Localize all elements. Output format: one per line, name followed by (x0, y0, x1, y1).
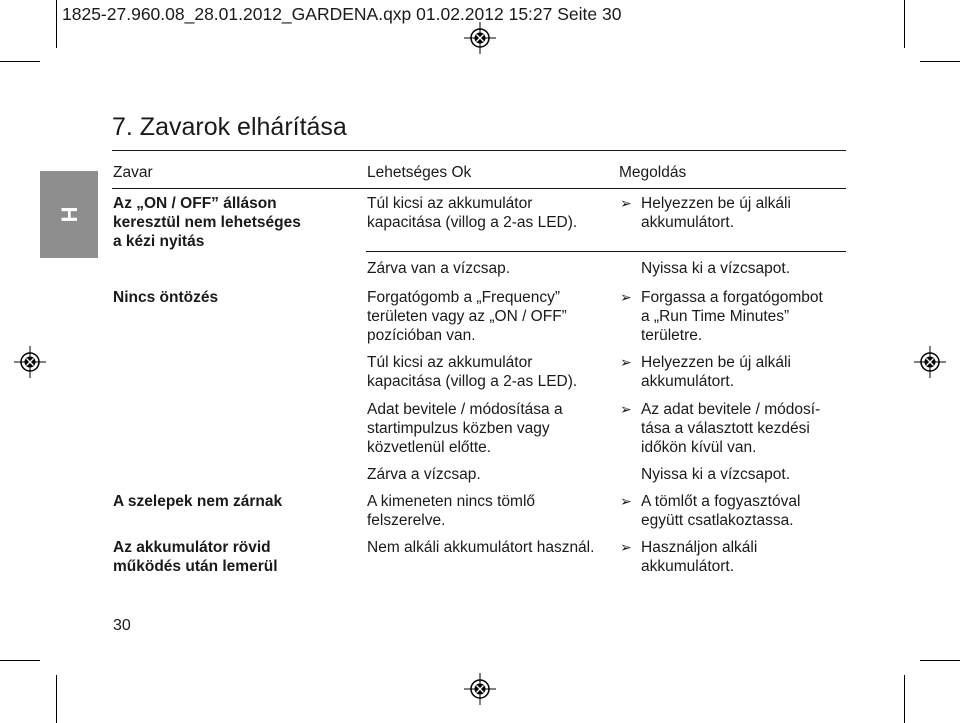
cause-cell: Nem alkáli akkumulátort használ. (367, 539, 595, 556)
cause-cell: Túl kicsi az akkumulátor kapacitása (villog a 2-as LED). (367, 195, 578, 231)
remedy-cell: Használjon alkáli akkumulátort. (641, 539, 758, 575)
registration-mark-icon (14, 346, 46, 378)
remedy-cell: Helyezzen be új alkáli akkumulátort. (641, 195, 791, 231)
remedy-cell: Helyezzen be új alkáli akkumulátort. (641, 354, 791, 390)
fault-cell: Az „ON / OFF” álláson keresztül nem lehetséges a kézi nyitás (113, 195, 301, 250)
remedy-cell: Forgassa a forgatógombot a „Run Time Minutes” területre. (641, 289, 823, 344)
remedy-cell: Nyissa ki a vízcsapot. (641, 260, 791, 277)
remedy-cell: A tömlőt a fogyasztóval együtt csatlakoztassa. (641, 493, 801, 529)
arrow-icon: ➢ (620, 354, 632, 370)
arrow-icon: ➢ (620, 195, 632, 211)
col-header-fault: Zavar (113, 164, 153, 181)
print-header: 1825-27.960.08_28.01.2012_GARDENA.qxp 01.02.2012 15:27 Seite 30 (62, 4, 622, 24)
arrow-icon: ➢ (620, 539, 632, 555)
row-divider (366, 251, 846, 252)
registration-mark-icon (464, 22, 496, 54)
fault-cell: Az akkumulátor rövid működés után lemerül (113, 539, 278, 575)
table-top-rule (112, 150, 846, 151)
arrow-icon: ➢ (620, 493, 632, 509)
col-header-remedy: Megoldás (619, 164, 687, 181)
fault-cell: A szelepek nem zárnak (113, 493, 283, 510)
cause-cell: Túl kicsi az akkumulátor kapacitása (villog a 2-as LED). (367, 354, 578, 390)
section-title: 7. Zavarok elhárítása (112, 113, 347, 141)
remedy-cell: Az adat bevitele / módosí- tása a választott kezdési időkön kívül van. (641, 401, 821, 456)
cause-cell: A kimeneten nincs tömlő felszerelve. (367, 493, 536, 529)
language-tab-letter: H (57, 206, 82, 223)
arrow-icon: ➢ (620, 289, 632, 305)
cause-cell: Forgatógomb a „Frequency” területen vagy az „ON / OFF” pozícióban van. (367, 289, 567, 344)
page-number: 30 (113, 617, 131, 634)
cause-cell: Zárva van a vízcsap. (367, 260, 511, 277)
fault-cell: Nincs öntözés (113, 289, 219, 306)
arrow-icon: ➢ (620, 401, 632, 417)
registration-mark-icon (464, 673, 496, 705)
table-header-rule (112, 188, 846, 189)
language-tab (40, 171, 98, 258)
cause-cell: Zárva a vízcsap. (367, 466, 481, 483)
registration-mark-icon (914, 346, 946, 378)
remedy-cell: Nyissa ki a vízcsapot. (641, 466, 791, 483)
col-header-cause: Lehetséges Ok (367, 164, 472, 181)
cause-cell: Adat bevitele / módosítása a startimpulzus közben vagy közvetlenül előtte. (367, 401, 563, 456)
